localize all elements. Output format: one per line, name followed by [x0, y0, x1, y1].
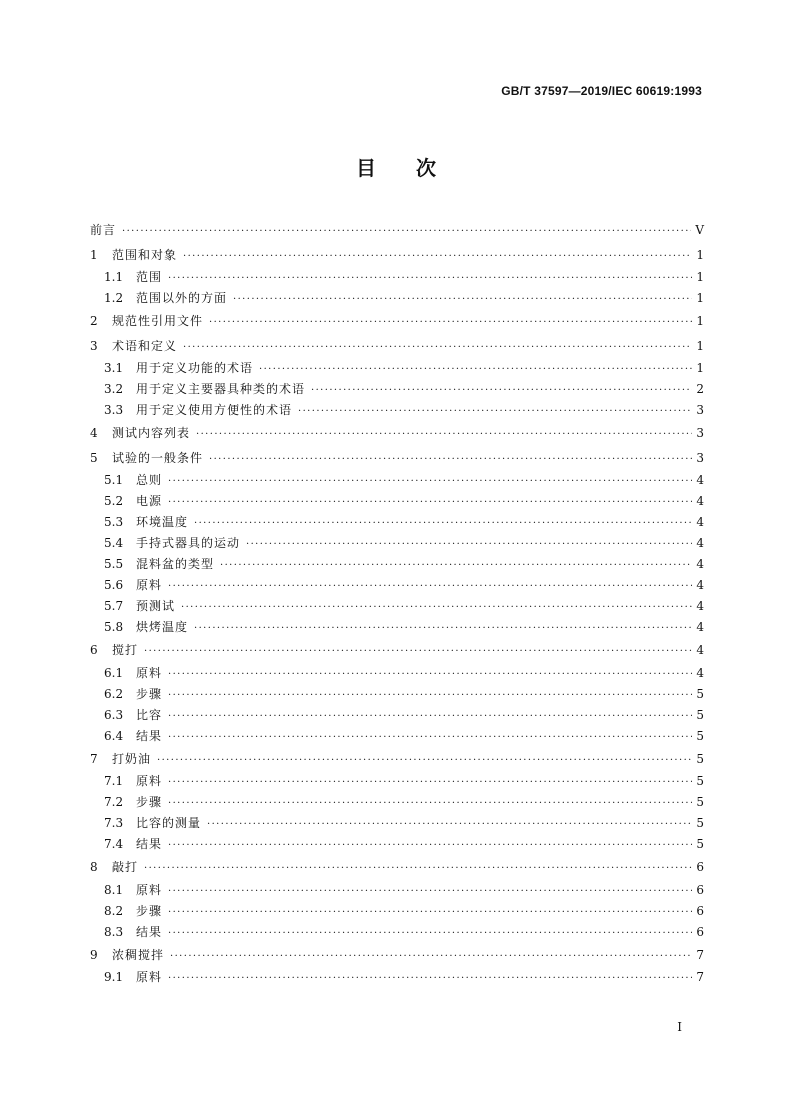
toc-entry-number: 7	[90, 751, 98, 766]
toc-entry-title: 用于定义主要器具种类的术语	[136, 382, 306, 396]
toc-entry[interactable]	[90, 901, 704, 922]
toc-entry-title: 总则	[136, 473, 163, 487]
toc-entry[interactable]	[90, 726, 704, 747]
toc-entry-number: 6	[90, 643, 98, 657]
footer-page-number: I	[677, 1020, 682, 1034]
title-char-1: 目	[356, 156, 376, 180]
toc-entry-page: 3	[696, 450, 704, 465]
toc-entry-page: 1	[696, 291, 704, 305]
toc-entry[interactable]	[90, 421, 704, 446]
toc-entry-number: 6.2	[104, 686, 124, 701]
toc-leader-dots	[194, 513, 692, 534]
toc-leader-dots	[183, 336, 692, 361]
toc-entry-page: 1	[696, 338, 704, 353]
toc-entry[interactable]	[90, 792, 704, 813]
toc-leader-dots	[170, 945, 692, 970]
toc-entry-page: 3	[696, 426, 704, 440]
toc-leader-dots	[168, 492, 692, 513]
toc-entry-number: 8.3	[104, 924, 124, 939]
toc-leader-dots	[168, 268, 692, 289]
toc-entry-page: 7	[696, 970, 704, 984]
title-char-2: 次	[416, 156, 436, 180]
toc-entry-title: 用于定义使用方便性的术语	[136, 403, 293, 417]
toc-entry-title: 比容	[136, 707, 163, 722]
toc-entry[interactable]	[90, 813, 704, 834]
toc-entry[interactable]	[90, 358, 704, 379]
toc-entry-page: 4	[696, 515, 704, 529]
toc-entry-number: 5.2	[104, 494, 124, 508]
toc-entry-title: 前言	[90, 223, 117, 237]
toc-leader-dots	[209, 311, 692, 336]
toc-leader-dots	[168, 727, 692, 748]
toc-entry[interactable]	[90, 554, 704, 575]
toc-entry-number: 8.2	[104, 903, 124, 918]
toc-leader-dots	[168, 835, 692, 856]
toc-entry-title: 结果	[136, 728, 163, 743]
toc-leader-dots	[183, 245, 692, 270]
toc-entry-number: 8	[90, 860, 98, 874]
toc-entry[interactable]	[90, 638, 704, 663]
toc-entry[interactable]	[90, 705, 704, 726]
toc-entry[interactable]	[90, 267, 704, 288]
toc-leader-dots	[144, 640, 692, 665]
toc-entry-number: 1.1	[104, 270, 124, 284]
toc-entry[interactable]	[90, 663, 704, 684]
toc-leader-dots	[196, 423, 692, 448]
toc-entry-title: 规范性引用文件	[112, 314, 204, 328]
toc-entry-title: 预测试	[136, 599, 176, 613]
toc-entry-number: 5	[90, 450, 98, 465]
toc-entry-number: 5.8	[104, 620, 124, 634]
toc-leader-dots	[220, 555, 692, 576]
toc-entry-page: 1	[696, 314, 704, 328]
toc-leader-dots	[209, 448, 692, 473]
toc-leader-dots	[207, 814, 692, 835]
toc-entry-page: 4	[696, 665, 704, 680]
toc-entry-page: 6	[696, 903, 704, 918]
toc-entry-page: 5	[696, 795, 704, 809]
toc-entry-title: 原料	[136, 970, 163, 984]
toc-entry-number: 5.5	[104, 557, 124, 571]
toc-leader-dots	[233, 289, 692, 310]
toc-entry-title: 敲打	[112, 860, 139, 874]
toc-entry-title: 步骤	[136, 795, 163, 809]
toc-entry[interactable]	[90, 243, 704, 268]
toc-leader-dots	[168, 968, 692, 989]
toc-entry-number: 7.4	[104, 837, 124, 851]
toc-entry-title: 测试内容列表	[112, 426, 191, 440]
toc-entry-number: 4	[90, 426, 98, 440]
toc-entry-title: 原料	[136, 578, 163, 592]
toc-entry-title: 混料盆的类型	[136, 557, 215, 571]
toc-entry-page: 2	[696, 382, 704, 396]
toc-entry-page: 5	[696, 774, 704, 788]
toc-entry-page: 1	[696, 270, 704, 284]
toc-entry-page: 4	[696, 599, 704, 613]
toc-entry-number: 1.2	[104, 291, 124, 305]
toc-leader-dots	[168, 772, 692, 793]
toc-entry[interactable]	[90, 288, 704, 309]
toc-entry-page: 5	[696, 728, 704, 743]
toc-leader-dots	[157, 749, 692, 774]
toc-entry-number: 3.3	[104, 403, 124, 417]
toc-entry-number: 6.1	[104, 665, 124, 680]
toc-entry-number: 6.3	[104, 707, 124, 722]
toc-entry[interactable]	[90, 575, 704, 596]
toc-entry-title: 范围和对象	[112, 247, 178, 262]
toc-entry[interactable]	[90, 943, 704, 968]
page-title	[0, 152, 792, 181]
toc-entry-page: 5	[696, 837, 704, 851]
toc-leader-dots	[168, 881, 692, 902]
toc-entry-number: 5.4	[104, 536, 124, 550]
toc-entry[interactable]	[90, 512, 704, 533]
toc-entry-page: 4	[696, 536, 704, 550]
toc-entry-number: 5.7	[104, 599, 124, 613]
toc-entry-title: 浓稠搅拌	[112, 947, 165, 962]
toc-entry[interactable]	[90, 218, 704, 243]
toc-entry-page: 4	[696, 473, 704, 487]
toc-entry-page: V	[695, 223, 704, 237]
toc-entry-page: 4	[696, 557, 704, 571]
toc-entry[interactable]	[90, 446, 704, 471]
toc-entry-number: 5.1	[104, 473, 124, 487]
toc-entry-title: 结果	[136, 837, 163, 851]
toc-entry-title: 步骤	[136, 903, 163, 918]
toc-entry[interactable]	[90, 309, 704, 334]
toc-entry-page: 7	[696, 947, 704, 962]
toc-entry-page: 5	[696, 751, 704, 766]
toc-entry-page: 5	[696, 686, 704, 701]
toc-entry-title: 电源	[136, 494, 163, 508]
toc-entry-page: 5	[696, 816, 704, 830]
toc-entry[interactable]	[90, 684, 704, 705]
toc-entry[interactable]	[90, 334, 704, 359]
toc-entry[interactable]	[90, 400, 704, 421]
toc-entry-number: 3.1	[104, 361, 124, 375]
toc-entry-title: 手持式器具的运动	[136, 536, 241, 550]
toc-entry-number: 7.2	[104, 795, 124, 809]
toc-leader-dots	[298, 401, 692, 422]
toc-entry-title: 用于定义功能的术语	[136, 361, 254, 375]
toc-leader-dots	[168, 471, 692, 492]
toc-entry-title: 试验的一般条件	[112, 450, 204, 465]
toc-leader-dots	[168, 923, 692, 944]
toc-entry-number: 8.1	[104, 882, 124, 897]
toc-leader-dots	[246, 534, 692, 555]
toc-entry-page: 4	[696, 494, 704, 508]
toc-entry-number: 3.2	[104, 382, 124, 396]
toc-entry-page: 4	[696, 643, 704, 657]
toc-entry-title: 范围以外的方面	[136, 291, 228, 305]
toc-entry-title: 术语和定义	[112, 338, 178, 353]
toc-entry-number: 5.6	[104, 578, 124, 592]
toc-leader-dots	[168, 793, 692, 814]
toc-entry[interactable]	[90, 491, 704, 512]
toc-entry-title: 范围	[136, 270, 163, 284]
toc-entry[interactable]	[90, 771, 704, 792]
toc-entry-page: 1	[696, 247, 704, 262]
toc-entry-number: 9	[90, 947, 98, 962]
toc-entry[interactable]	[90, 533, 704, 554]
toc-entry[interactable]	[90, 470, 704, 491]
toc-leader-dots	[168, 706, 692, 727]
toc-entry-title: 烘烤温度	[136, 620, 189, 634]
toc-entry-page: 6	[696, 882, 704, 897]
toc-entry-page: 4	[696, 578, 704, 592]
toc-entry-number: 7.3	[104, 816, 124, 830]
toc-entry[interactable]	[90, 834, 704, 855]
toc-entry[interactable]	[90, 922, 704, 943]
toc-entry-number: 7.1	[104, 774, 124, 788]
toc-entry-title: 步骤	[136, 686, 163, 701]
toc-leader-dots	[168, 902, 692, 923]
toc-entry[interactable]	[90, 855, 704, 880]
toc-entry-page: 6	[696, 924, 704, 939]
toc-entry-title: 打奶油	[112, 751, 152, 766]
toc-leader-dots	[144, 857, 692, 882]
toc-leader-dots	[168, 664, 692, 685]
toc-entry-title: 结果	[136, 924, 163, 939]
table-of-contents	[90, 218, 704, 988]
toc-entry-number: 3	[90, 338, 98, 353]
toc-leader-dots	[168, 685, 692, 706]
toc-entry[interactable]	[90, 617, 704, 638]
toc-leader-dots	[122, 220, 691, 245]
toc-entry-number: 9.1	[104, 970, 124, 984]
toc-entry[interactable]	[90, 596, 704, 617]
toc-leader-dots	[181, 597, 692, 618]
toc-entry-page: 3	[696, 403, 704, 417]
toc-leader-dots	[311, 380, 692, 401]
toc-entry-title: 环境温度	[136, 515, 189, 529]
toc-leader-dots	[259, 359, 692, 380]
toc-entry-page: 5	[696, 707, 704, 722]
toc-entry-number: 6.4	[104, 728, 124, 743]
toc-entry-page: 6	[696, 860, 704, 874]
toc-entry-title: 搅打	[112, 643, 139, 657]
toc-entry-title: 原料	[136, 774, 163, 788]
toc-entry-page: 4	[696, 620, 704, 634]
toc-entry-page: 1	[696, 361, 704, 375]
toc-entry[interactable]	[90, 747, 704, 772]
toc-entry[interactable]	[90, 880, 704, 901]
toc-entry-number: 2	[90, 314, 98, 328]
toc-entry-number: 1	[90, 247, 98, 262]
toc-entry-title: 原料	[136, 665, 163, 680]
toc-entry-title: 原料	[136, 882, 163, 897]
standard-code-header: GB/T 37597—2019/IEC 60619:1993	[501, 84, 702, 98]
toc-entry-number: 5.3	[104, 515, 124, 529]
toc-entry-title: 比容的测量	[136, 816, 202, 830]
toc-entry[interactable]	[90, 967, 704, 988]
toc-leader-dots	[194, 618, 692, 639]
toc-leader-dots	[168, 576, 692, 597]
toc-entry[interactable]	[90, 379, 704, 400]
